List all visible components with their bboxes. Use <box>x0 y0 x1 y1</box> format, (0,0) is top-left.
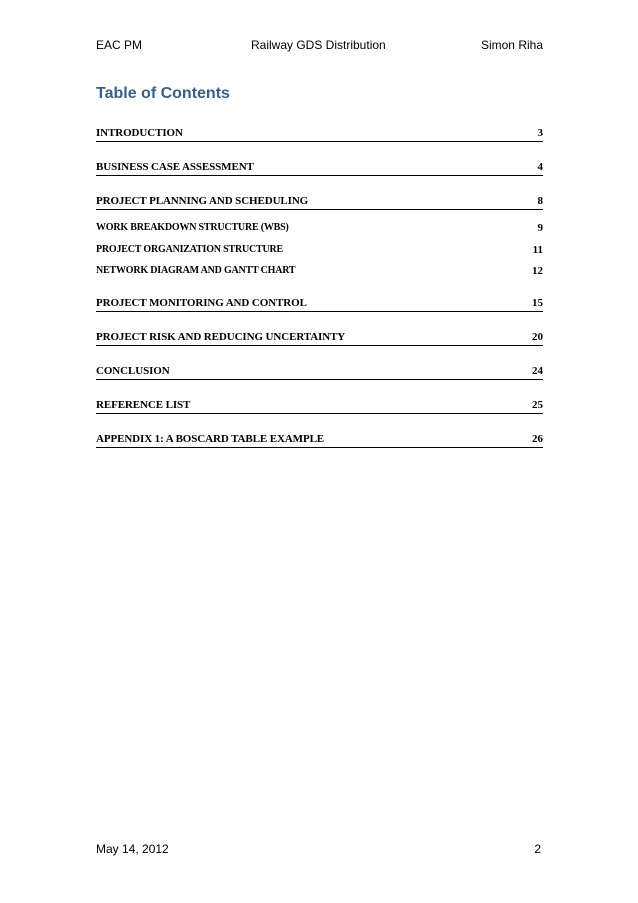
toc-entry-label: PROJECT MONITORING AND CONTROL <box>96 297 307 309</box>
toc-subentry-network[interactable] <box>96 263 543 279</box>
header-course: EAC PM <box>96 38 143 52</box>
toc-entry-risk[interactable] <box>96 329 543 346</box>
toc-entry-introduction[interactable] <box>96 125 543 142</box>
toc-entry-label: BUSINESS CASE ASSESSMENT <box>96 161 254 173</box>
toc-entry-conclusion[interactable] <box>96 363 543 380</box>
toc-entry-label: PROJECT PLANNING AND SCHEDULING <box>96 195 309 207</box>
toc-entry-label: PROJECT RISK AND REDUCING UNCERTAINTY <box>96 331 346 343</box>
toc-entry-label: APPENDIX 1: A BOSCARD TABLE EXAMPLE <box>96 433 325 445</box>
toc-entry-label: INTRODUCTION <box>96 127 183 139</box>
toc-entry-page: 4 <box>537 161 543 173</box>
footer-page-number: 2 <box>534 842 541 856</box>
toc-entry-page: 9 <box>537 222 543 234</box>
toc-entry-label: CONCLUSION <box>96 365 170 377</box>
header-author: Simon Riha <box>480 38 543 52</box>
page-footer <box>96 842 543 862</box>
toc-heading: Table of Contents <box>96 85 230 102</box>
toc-entry-page: 20 <box>532 331 543 343</box>
toc-entry-label: WORK BREAKDOWN STRUCTURE (WBS) <box>96 220 291 236</box>
footer-date: May 14, 2012 <box>96 842 169 856</box>
toc-entry-page: 11 <box>532 244 543 256</box>
toc-entry-page: 8 <box>537 195 543 207</box>
toc-entry-appendix[interactable] <box>96 431 543 448</box>
toc-entry-business-case[interactable] <box>96 159 543 176</box>
toc-entry-label: PROJECT ORGANIZATION STRUCTURE <box>96 242 285 258</box>
toc-entry-references[interactable] <box>96 397 543 414</box>
toc-subentry-organization[interactable] <box>96 242 543 258</box>
toc-entry-page: 24 <box>532 365 543 377</box>
toc-entry-page: 15 <box>532 297 543 309</box>
toc-subentry-wbs[interactable] <box>96 220 543 236</box>
toc-entry-label: NETWORK DIAGRAM AND GANTT CHART <box>96 263 297 279</box>
toc-entry-page: 3 <box>537 127 543 139</box>
toc-entry-page: 12 <box>532 265 543 277</box>
toc-entry-planning[interactable] <box>96 193 543 210</box>
toc-entry-page: 26 <box>532 433 543 445</box>
toc-entry-page: 25 <box>532 399 543 411</box>
toc-entry-label: REFERENCE LIST <box>96 399 191 411</box>
toc-entry-monitoring[interactable] <box>96 295 543 312</box>
page-header <box>96 38 543 58</box>
header-title: Railway GDS Distribution <box>251 38 386 52</box>
